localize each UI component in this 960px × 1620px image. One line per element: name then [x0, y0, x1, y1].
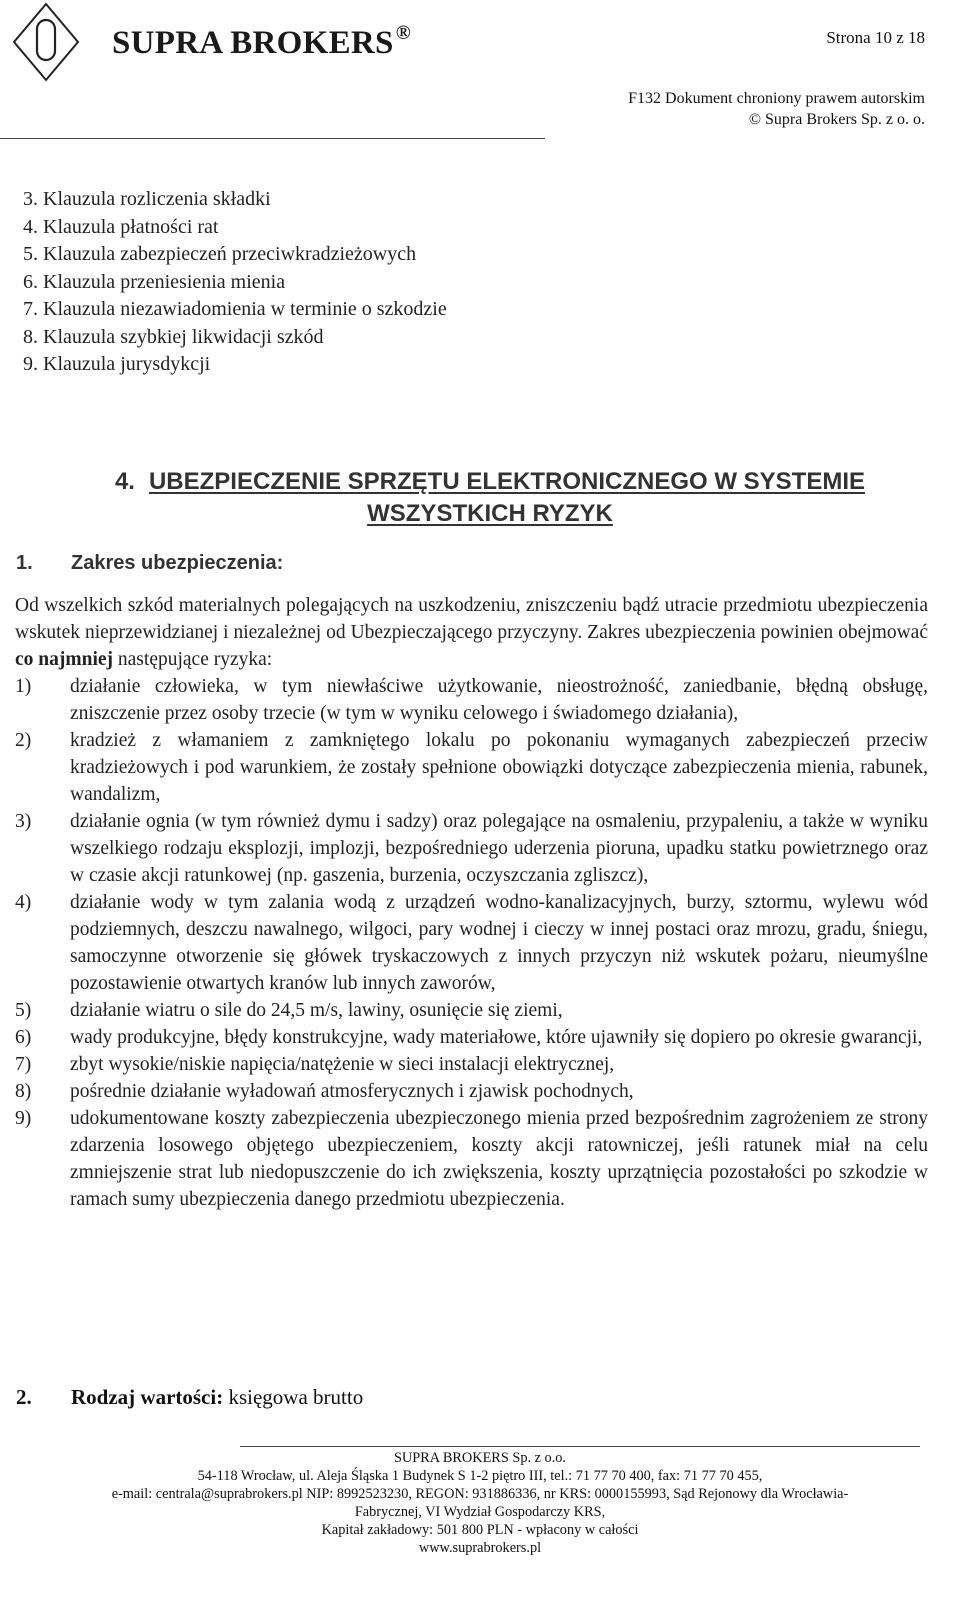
intro-emphasis: co najmniej	[15, 649, 114, 670]
copyright-note: © Supra Brokers Sp. z o. o.	[748, 111, 925, 128]
risk-item: 3) działanie ognia (w tym również dymu i sadzy) oraz polegające na osmaleniu, przypaleniu, a także w wyniku wszelkiego rodzaju eksplozji, implozji, bezpośredniego uderzenia pioruna, upadku statku powietrznego oraz w czasie akcji ratunkowej (np. gaszenia, burzenia, oczyszczania zgliszcz),	[15, 811, 928, 886]
footer-address: 54-118 Wrocław, ul. Aleja Śląska 1 Budynek S 1-2 piętro III, tel.: 71 77 70 400, fax: 71 77 70 455,	[197, 1468, 763, 1484]
risk-item: 8) pośrednie działanie wyładowań atmosferycznych i zjawisk pochodnych,	[15, 1081, 634, 1102]
clause-item: 3. Klauzula rozliczenia składki	[23, 188, 271, 210]
value-number: 2.	[16, 1385, 32, 1409]
clause-item: 9. Klauzula jurysdykcji	[23, 353, 211, 375]
risk-item: 1) działanie człowieka, w tym niewłaściwe użytkowanie, nieostrożność, zaniedbanie, błędną obsługę, zniszczenie przez osoby trzecie (w tym w wyniku celowego i świadomego działania),	[15, 676, 928, 724]
risk-item: 4) działanie wody w tym zalania wodą z urządzeń wodno-kanalizacyjnych, burzy, sztormu, wylewu wód podziemnych, deszczu nawalnego, wilgoci, pary wodnej i cieczy w innej postaci oraz mrozu, gradu, śniegu, samoczynne otworzenie się główek tryskaczowych z innych przyczyn niż wskutek pożaru, nieumyślne pozostawienie otwartych kranów lub innych zaworów,	[15, 892, 928, 994]
risk-item: 6) wady produkcyjne, błędy konstrukcyjne, wady materiałowe, które ujawniły się dopiero po okresie gwarancji,	[15, 1027, 923, 1048]
clause-item: 5. Klauzula zabezpieczeń przeciwkradzieżowych	[23, 243, 417, 265]
brand-name: SUPRA BROKERS ®	[112, 22, 411, 61]
risk-list	[15, 673, 928, 1213]
clause-item: 7. Klauzula niezawiadomienia w terminie o szkodzie	[23, 298, 447, 320]
scope-label: Zakres ubezpieczenia:	[71, 552, 284, 574]
section-title-line2: WSZYSTKICH RYZYK	[367, 500, 613, 527]
document-id: F132 Dokument chroniony prawem autorskim	[628, 90, 925, 107]
footer-registration: e-mail: centrala@suprabrokers.pl NIP: 8992523230, REGON: 931886336, nr KRS: 0000155993, Sąd Rejonowy dla Wrocławia-	[111, 1486, 849, 1502]
supra-brokers-logo-icon	[12, 2, 80, 82]
section-heading	[50, 466, 930, 530]
scope-intro: Od wszelkich szkód materialnych polegających na uszkodzeniu, zniszczeniu bądź utracie przedmiotu ubezpieczenia wskutek nieprzewidzianej i niezależnej od Ubezpieczającego przyczyny. Zakres ubezpieczenia powinien obejmować co najmniej następujące ryzyka:	[15, 595, 928, 670]
document-note	[628, 88, 925, 130]
page-number: Strona 10 z 18	[826, 28, 925, 47]
header-divider	[0, 138, 545, 139]
section-number: 4.	[114, 468, 135, 495]
scope-number: 1.	[16, 552, 33, 574]
section-title-line1: UBEZPIECZENIE SPRZĘTU ELEKTRONICZNEGO W SYSTEMIE	[148, 468, 866, 495]
risk-item: 7) zbyt wysokie/niskie napięcia/natężenie w sieci instalacji elektrycznej,	[15, 1054, 615, 1075]
value-text: księgowa brutto	[223, 1385, 364, 1409]
value-label: Rodzaj wartości:	[71, 1385, 224, 1409]
company-footer	[0, 1449, 960, 1557]
clause-item: 4. Klauzula płatności rat	[23, 215, 219, 238]
scope-body	[15, 592, 928, 1213]
clause-list	[23, 186, 447, 379]
footer-website: www.suprabrokers.pl	[418, 1540, 542, 1556]
value-type-line	[16, 1385, 363, 1410]
risk-item: 2) kradzież z włamaniem z zamkniętego lokalu po pokonaniu wymaganych zabezpieczeń przeciw kradzieżowych i pod warunkiem, że zostały spełnione obowiązki dotyczące zabezpieczenia mienia, rabunek, wandalizm,	[15, 730, 928, 805]
footer-company: SUPRA BROKERS Sp. z o.o.	[393, 1450, 566, 1466]
scope-heading	[16, 552, 283, 575]
clause-item: 8. Klauzula szybkiej likwidacji szkód	[23, 325, 324, 348]
footer-court: Fabrycznej, VI Wydział Gospodarczy KRS,	[354, 1504, 606, 1520]
registered-mark: ®	[395, 22, 411, 44]
footer-divider	[240, 1446, 920, 1447]
risk-item: 9) udokumentowane koszty zabezpieczenia ubezpieczonego mienia przed bezpośrednim zagrożeniem ze strony zdarzenia losowego objętego ubezpieczeniem, koszty akcji ratowniczej, jeśli ratunek miał na celu zmniejszenie strat lub niedopuszczenie do ich zwiększenia, koszty uprzątnięcia pozostałości po szkodzie w ramach sumy ubezpieczenia danego przedmiotu ubezpieczenia.	[15, 1108, 928, 1210]
clause-item: 6. Klauzula przeniesienia mienia	[23, 270, 286, 293]
risk-item: 5) działanie wiatru o sile do 24,5 m/s, lawiny, osunięcie się ziemi,	[15, 1000, 563, 1021]
footer-capital: Kapitał zakładowy: 501 800 PLN - wpłacony w całości	[321, 1522, 639, 1538]
